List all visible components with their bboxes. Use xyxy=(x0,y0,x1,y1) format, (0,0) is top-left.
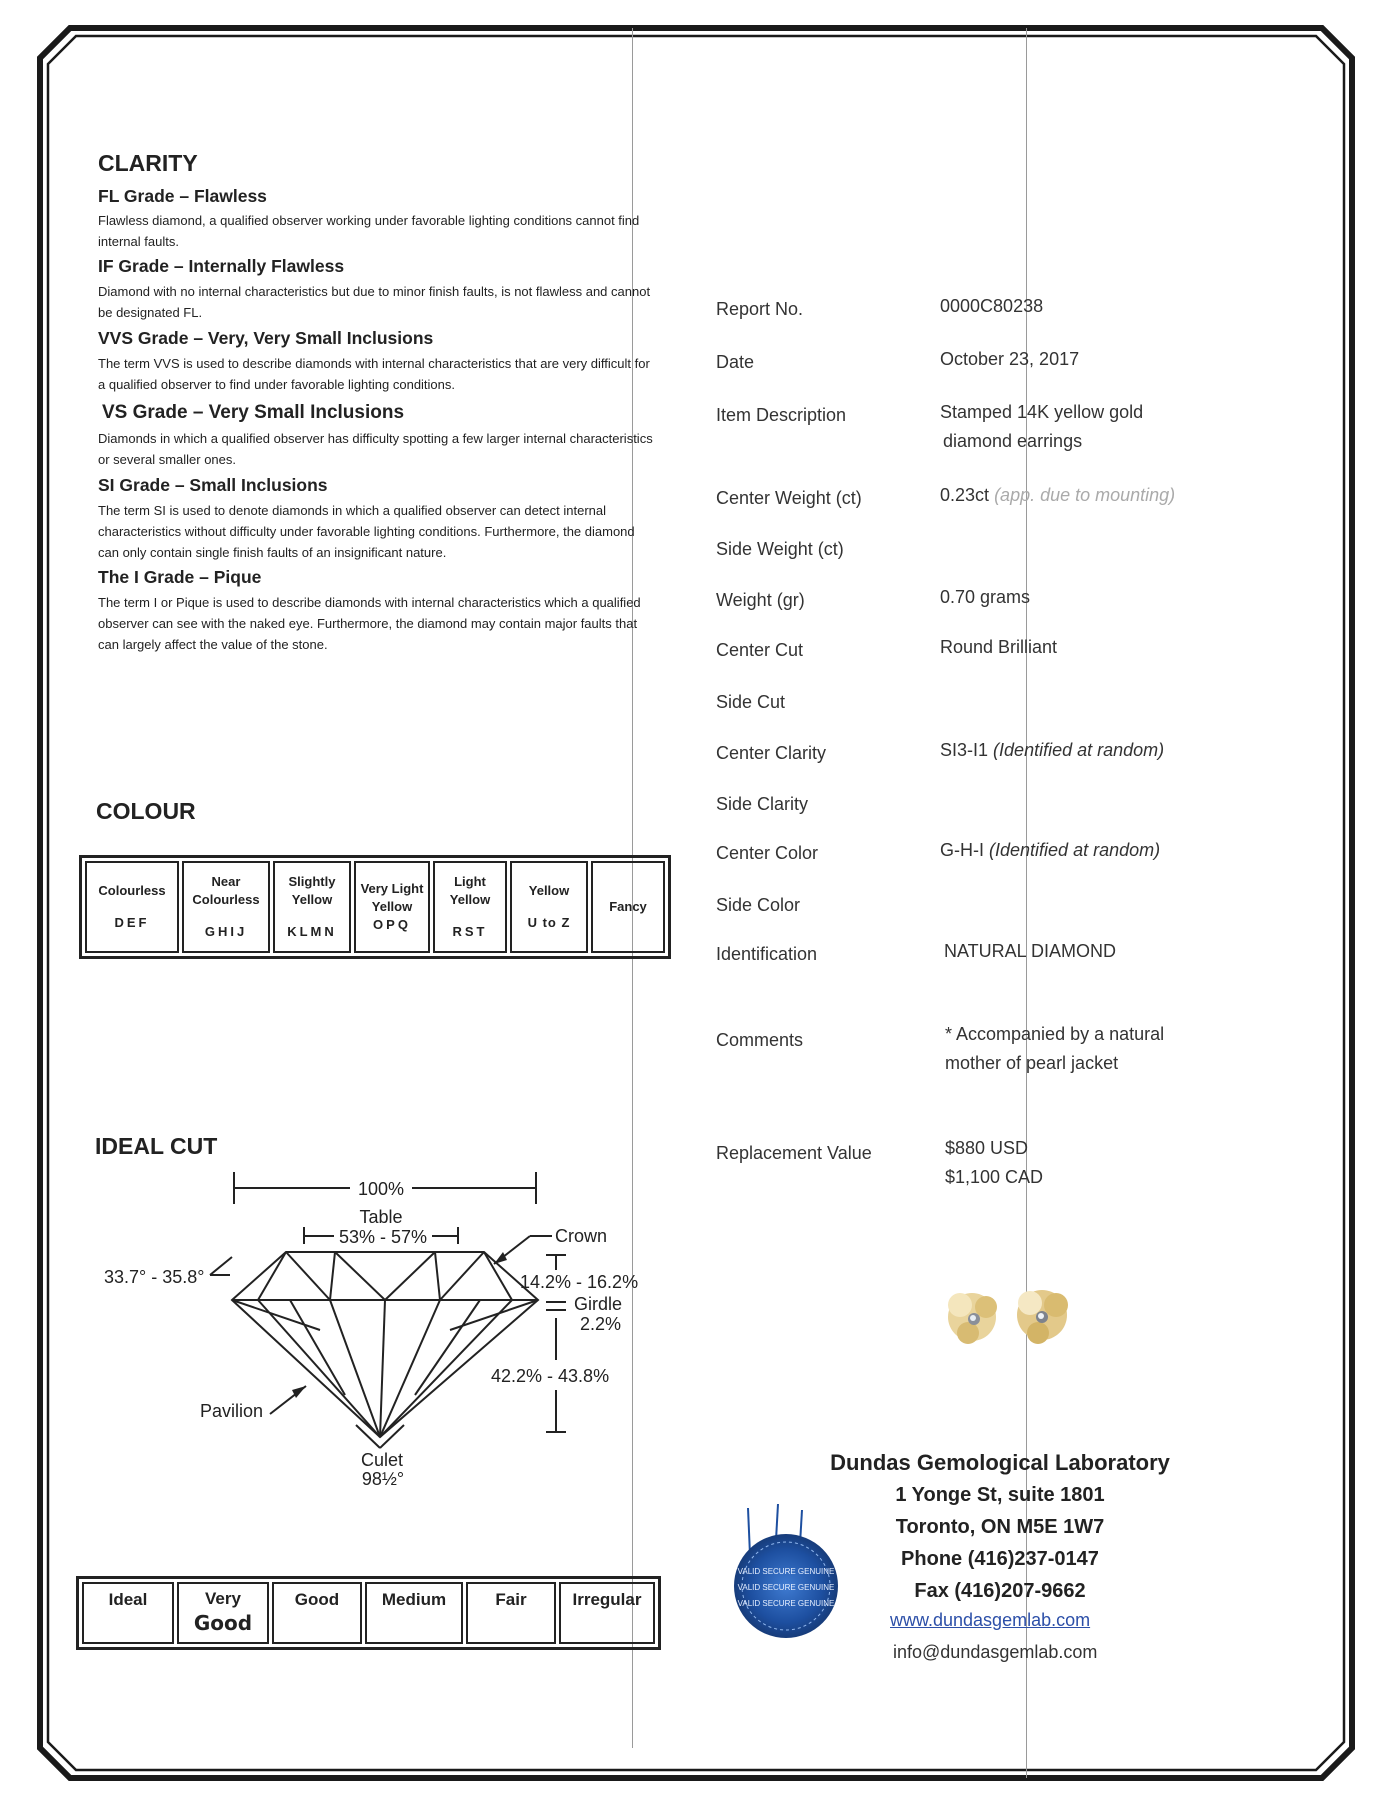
clarity-grade-desc: Diamond with no internal characteristics but due to minor finish faults, is not flawless and cannot be designated FL. xyxy=(98,284,651,320)
colour-label: Slightly Yellow xyxy=(288,874,336,907)
field-label-report-no: Report No. xyxy=(716,299,804,319)
clarity-grade-desc: Flawless diamond, a qualified observer working under favorable lighting conditions cannot find internal faults. xyxy=(98,213,640,249)
field-label-side-cut: Side Cut xyxy=(716,692,786,712)
table-label: Table xyxy=(359,1207,403,1227)
cut-grade-table xyxy=(76,1576,661,1650)
field-label-item-description: Item Description xyxy=(716,405,847,425)
clarity-grade-title: IF Grade – Internally Flawless xyxy=(98,256,345,276)
hologram-text: VALID SECURE GENUINE xyxy=(737,1599,835,1608)
field-value-identification: NATURAL DIAMOND xyxy=(944,941,1117,961)
center-weight-note: (app. due to mounting) xyxy=(994,485,1176,505)
colour-code: OPQ xyxy=(373,917,411,932)
cut-grade-cell xyxy=(365,1582,463,1644)
clarity-grade-title: FL Grade – Flawless xyxy=(98,186,267,206)
lab-address-line1: 1 Yonge St, suite 1801 xyxy=(895,1484,1105,1506)
clarity-grade-title: SI Grade – Small Inclusions xyxy=(98,475,328,495)
pavilion-label: Pavilion xyxy=(200,1401,264,1421)
lab-name: Dundas Gemological Laboratory xyxy=(830,1450,1170,1475)
clarity-title: CLARITY xyxy=(98,150,198,176)
colour-code: KLMN xyxy=(287,924,337,939)
girdle-label: Girdle xyxy=(574,1294,623,1314)
colour-label: Fancy xyxy=(609,899,647,914)
cut-grade-label: Very xyxy=(205,1589,241,1608)
pavilion-depth: 42.2% - 43.8% xyxy=(491,1366,610,1386)
field-label-comments: Comments xyxy=(716,1030,804,1050)
field-value-center-cut: Round Brilliant xyxy=(940,637,1058,657)
diamond-proportions-diagram xyxy=(0,0,700,1520)
field-value-date: October 23, 2017 xyxy=(940,349,1080,369)
colour-label: Colourless xyxy=(98,883,166,898)
field-value-center-clarity xyxy=(940,736,1164,765)
field-label-side-weight: Side Weight (ct) xyxy=(716,539,844,559)
table-range: 53% - 57% xyxy=(338,1227,428,1247)
lab-phone: Phone (416)237-0147 xyxy=(901,1548,1099,1570)
field-value-item-description xyxy=(940,398,1143,456)
crown-height: 14.2% - 16.2% xyxy=(520,1272,639,1292)
cut-grade-cell xyxy=(272,1582,362,1644)
field-label-replacement-value: Replacement Value xyxy=(716,1143,872,1163)
cut-grade-cell xyxy=(559,1582,655,1644)
comments-line2: mother of pearl jacket xyxy=(945,1053,1119,1073)
field-label-date: Date xyxy=(716,352,755,372)
earrings-photo xyxy=(930,1275,1090,1355)
lab-website-link[interactable]: www.dundasgemlab.com xyxy=(890,1610,1091,1630)
colour-label: Near Colourless xyxy=(192,874,260,907)
comments-line1: * Accompanied by a natural xyxy=(945,1024,1165,1044)
field-label-side-clarity: Side Clarity xyxy=(716,794,809,814)
width-label: 100% xyxy=(357,1179,405,1199)
field-value-center-weight xyxy=(940,481,1175,510)
ideal-cut-title: IDEAL CUT xyxy=(95,1133,218,1159)
cut-grade-cell xyxy=(466,1582,556,1644)
earring-right xyxy=(1017,1290,1068,1344)
field-label-side-color: Side Color xyxy=(716,895,801,915)
colour-code: RST xyxy=(452,924,488,939)
culet-angle: 98½° xyxy=(361,1469,405,1489)
center-color-note: (Identified at random) xyxy=(989,840,1161,860)
center-clarity-note: (Identified at random) xyxy=(993,740,1165,760)
cut-grade-label: Fair xyxy=(495,1590,527,1609)
cut-grade-label: Good xyxy=(294,1590,340,1609)
colour-label: Very Light Yellow xyxy=(360,881,424,914)
lab-email[interactable]: info@dundasgemlab.com xyxy=(893,1642,1098,1662)
crown-label: Crown xyxy=(555,1226,608,1246)
item-description-line1: Stamped 14K yellow gold xyxy=(940,402,1144,422)
field-label-center-weight: Center Weight (ct) xyxy=(716,488,862,508)
field-label-center-cut: Center Cut xyxy=(716,640,804,660)
hologram-text: VALID SECURE GENUINE xyxy=(737,1583,835,1592)
lab-address-line2: Toronto, ON M5E 1W7 xyxy=(895,1516,1105,1538)
field-label-weight: Weight (gr) xyxy=(716,590,805,610)
colour-code: GHIJ xyxy=(204,924,248,939)
clarity-grade-desc: The term VVS is used to describe diamonds with internal characteristics that are very difficult for a qualified observer to find under favorable lighting conditions. xyxy=(98,356,650,392)
colour-label: Light Yellow xyxy=(449,874,491,907)
hologram-text: VALID SECURE GENUINE xyxy=(737,1567,835,1576)
field-label-center-clarity: Center Clarity xyxy=(716,743,827,763)
culet-label: Culet xyxy=(360,1450,404,1470)
cut-grade-cell xyxy=(177,1582,269,1644)
center-clarity-value: SI3-I1 xyxy=(940,740,989,760)
cut-grade-label: Irregular xyxy=(572,1590,642,1609)
crown-angle: 33.7° - 35.8° xyxy=(104,1267,205,1287)
clarity-grade-title: VVS Grade – Very, Very Small Inclusions xyxy=(98,328,434,348)
replacement-usd: $880 USD xyxy=(945,1138,1029,1158)
replacement-cad: $1,100 CAD xyxy=(945,1167,1044,1187)
center-color-value: G-H-I xyxy=(940,840,984,860)
cut-grade-label: Ideal xyxy=(108,1590,148,1609)
clarity-grade-title: The I Grade – Pique xyxy=(98,567,262,587)
field-label-identification: Identification xyxy=(716,944,818,964)
center-weight-value: 0.23ct xyxy=(940,485,990,505)
item-description-line2: diamond earrings xyxy=(943,431,1083,451)
colour-code: U to Z xyxy=(527,915,571,930)
cut-grade-label: Medium xyxy=(381,1590,447,1609)
lab-fax: Fax (416)207-9662 xyxy=(914,1580,1086,1602)
cut-grade-cell xyxy=(82,1582,174,1644)
field-value-replacement-value xyxy=(945,1134,1043,1192)
earring-left xyxy=(948,1293,997,1344)
field-value-comments xyxy=(945,1020,1164,1078)
clarity-grade-desc: Diamonds in which a qualified observer has difficulty spotting a few larger internal characteristics or several smaller ones. xyxy=(98,431,653,467)
field-value-center-color xyxy=(940,836,1160,865)
colour-label: Yellow xyxy=(528,883,570,898)
colour-title: COLOUR xyxy=(96,798,196,824)
selected-grade-mark: Good xyxy=(193,1611,253,1635)
field-value-weight: 0.70 grams xyxy=(940,587,1031,607)
field-label-center-color: Center Color xyxy=(716,843,819,863)
clarity-grade-desc: The term SI is used to denote diamonds in which a qualified observer can detect internal characteristics without difficulty under favorable lighting conditions. Furthermore, the diamond can only contain single finish faults of an insignificant nature. xyxy=(98,503,635,560)
field-value-report-no: 0000C80238 xyxy=(940,296,1044,316)
clarity-grade-desc: The term I or Pique is used to describe diamonds with internal characteristics which a qualified observer can see with the naked eye. Furthermore, the diamond may contain major faults that can largely affect the value of the stone. xyxy=(98,595,641,652)
girdle-value: 2.2% xyxy=(580,1314,622,1334)
clarity-grade-title: VS Grade – Very Small Inclusions xyxy=(102,402,405,423)
colour-code: DEF xyxy=(114,915,150,930)
